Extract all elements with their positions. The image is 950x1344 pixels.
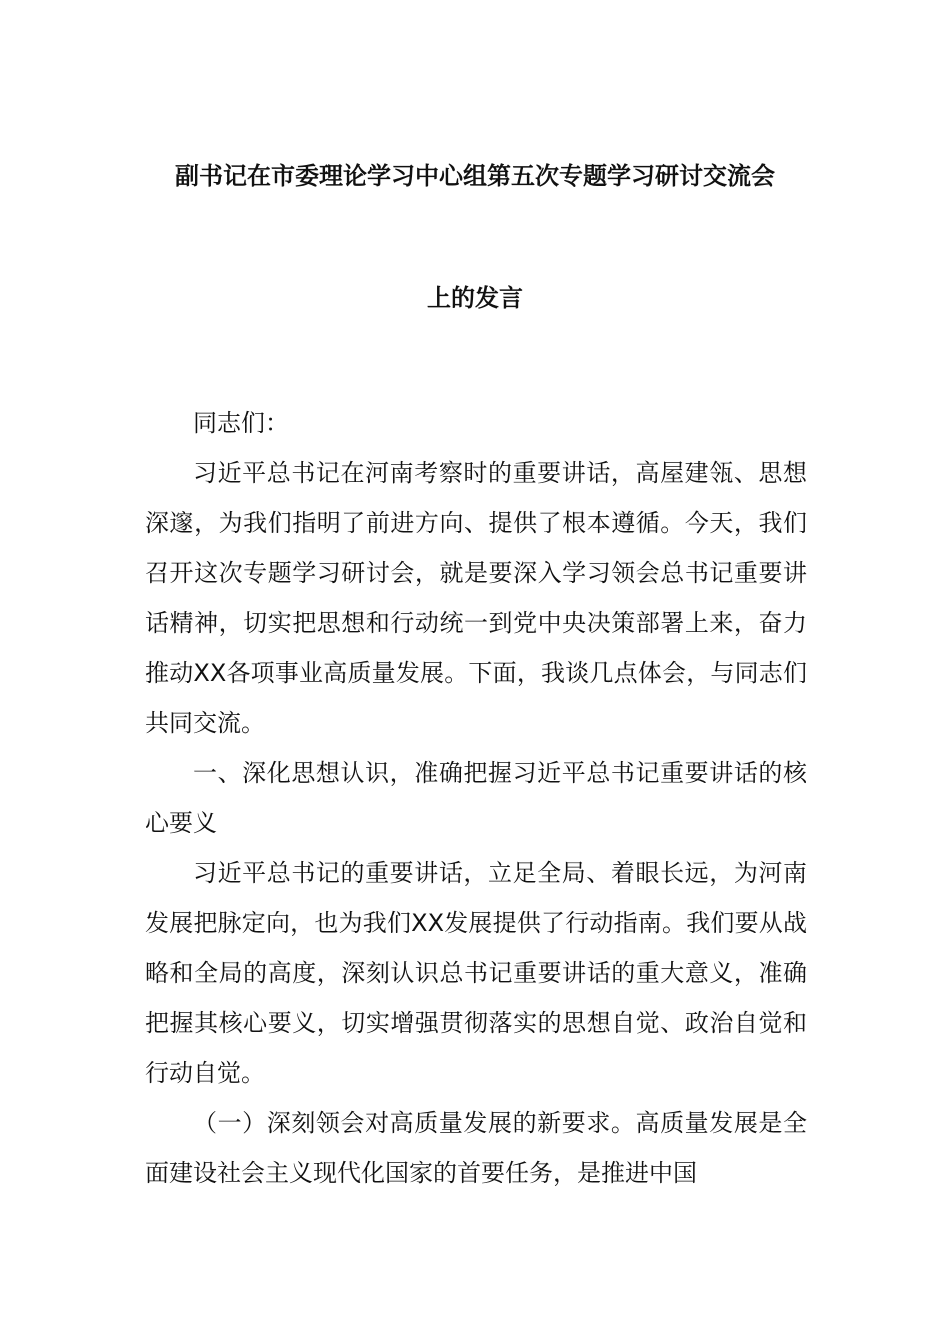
document-title-line-2: 上的发言 (427, 284, 523, 312)
paragraph-subsection-1: （一）深刻领会对高质量发展的新要求。高质量发展是全面建设社会主义现代化国家的首要任务，是推进中国 (145, 1109, 807, 1187)
salutation: 同志们： (193, 409, 289, 437)
paragraph-section-1: 习近平总书记的重要讲话，立足全局、着眼长远，为河南发展把脉定向，也为我们XX发展提供了行动指南。我们要从战略和全局的高度，深刻认识总书记重要讲话的重大意义，准确把握其核心要义，切实增强贯彻落实的思想自觉、政治自觉和行动自觉。 (145, 859, 807, 1087)
document-title-line-1: 副书记在市委理论学习中心组第五次专题学习研讨交流会 (175, 162, 775, 190)
section-heading-1: 一、深化思想认识，准确把握习近平总书记重要讲话的核心要义 (145, 759, 807, 837)
paragraph-intro: 习近平总书记在河南考察时的重要讲话，高屋建瓴、思想深邃，为我们指明了前进方向、提供了根本遵循。今天，我们召开这次专题学习研讨会，就是要深入学习领会总书记重要讲话精神，切实把思想和行动统一到党中央决策部署上来，奋力推动XX各项事业高质量发展。下面，我谈几点体会，与同志们共同交流。 (145, 459, 807, 737)
document-body (145, 398, 807, 1198)
